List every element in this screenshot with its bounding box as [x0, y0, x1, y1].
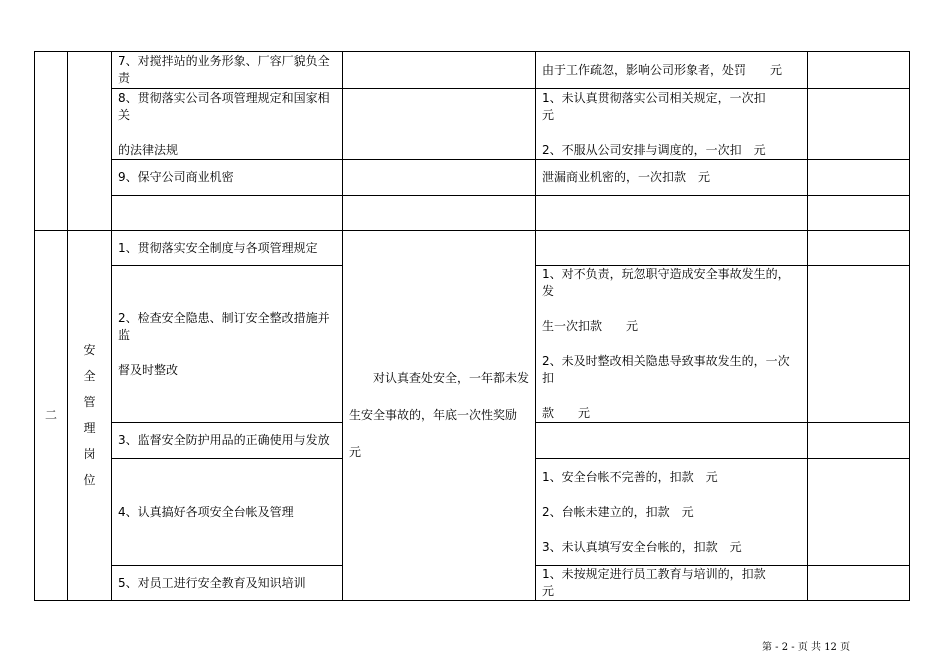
penalty-text: 生一次扣款 元	[542, 319, 639, 333]
duty-text: 9、保守公司商业机密	[118, 170, 234, 184]
remark-cell	[808, 160, 910, 196]
table-row	[35, 160, 910, 196]
duty-cell	[112, 196, 343, 231]
award-cell	[343, 160, 536, 196]
table-row	[35, 52, 910, 89]
remark-cell	[808, 231, 910, 266]
award-text: 对认真查处安全，一年都未发生安全事故的，年底一次性奖励 元	[349, 371, 542, 459]
duty-text: 7、对搅拌站的业务形象、厂容厂貌负全责	[118, 54, 330, 85]
table-row	[35, 89, 910, 160]
penalty-text: 款 元	[542, 406, 591, 420]
remark-cell	[808, 196, 910, 231]
duty-text: 3、监督安全防护用品的正确使用与发放	[118, 433, 330, 447]
post-char: 全	[83, 369, 96, 383]
penalty-cell	[536, 423, 808, 459]
penalty-cell	[536, 52, 808, 89]
penalty-cell	[536, 196, 808, 231]
remark-cell	[808, 566, 910, 601]
remark-cell	[808, 89, 910, 160]
duty-cell	[112, 459, 343, 566]
duty-text: 2、检查安全隐患、制订安全整改措施并监	[118, 310, 330, 342]
penalty-text: 2、未及时整改相关隐患导致事故发生的，一次扣	[542, 354, 790, 385]
page-footer: 第 - 2 - 页 共 12 页	[762, 642, 851, 653]
duty-text: 5、对员工进行安全教育及知识培训	[118, 575, 306, 590]
duty-cell	[112, 89, 343, 160]
remark-cell	[808, 459, 910, 566]
duty-cell	[112, 566, 343, 601]
duty-text: 1、贯彻落实安全制度与各项管理规定	[118, 240, 318, 255]
penalty-text: 泄漏商业机密的，一次扣款 元	[542, 170, 711, 184]
post-char: 安	[83, 343, 96, 357]
post-char: 岗	[83, 447, 96, 461]
duty-cell	[112, 231, 343, 266]
section-post-cell	[68, 52, 112, 231]
penalty-text: 由于工作疏忽，影响公司形象者，处罚 元	[542, 62, 783, 77]
penalty-cell	[536, 566, 808, 601]
remark-cell	[808, 423, 910, 459]
penalty-text: 2、不服从公司安排与调度的，一次扣 元	[542, 142, 766, 157]
penalty-text: 2、台帐未建立的，扣款 元	[542, 504, 694, 519]
penalty-cell	[536, 266, 808, 423]
duty-text: 的法律法规	[118, 142, 179, 157]
section-post-cell	[68, 231, 112, 601]
section-number-cell	[35, 231, 68, 601]
penalty-cell	[536, 459, 808, 566]
post-char: 理	[83, 421, 96, 435]
penalty-cell	[536, 231, 808, 266]
duty-text: 4、认真搞好各项安全台帐及管理	[118, 504, 294, 519]
duty-cell	[112, 266, 343, 423]
assessment-table	[34, 51, 910, 601]
award-cell	[343, 231, 542, 601]
table-row	[35, 231, 910, 266]
duty-text: 督及时整改	[118, 362, 179, 377]
award-cell	[343, 196, 536, 231]
section-number-cell	[35, 52, 68, 231]
award-cell	[343, 52, 536, 89]
post-char: 位	[83, 473, 96, 487]
post-char: 管	[83, 395, 96, 409]
remark-cell	[808, 266, 910, 423]
penalty-text: 1、未按规定进行员工教育与培训的，扣款 元	[542, 567, 790, 598]
table-row	[35, 196, 910, 231]
award-cell	[343, 89, 536, 160]
penalty-text: 1、对不负责，玩忽职守造成安全事故发生的，发	[542, 267, 790, 298]
penalty-text: 1、未认真贯彻落实公司相关规定，一次扣 元	[542, 90, 790, 122]
section-number: 二	[44, 408, 57, 422]
remark-cell	[808, 52, 910, 89]
duty-text: 8、贯彻落实公司各项管理规定和国家相关	[118, 90, 330, 122]
duty-cell	[112, 52, 343, 89]
penalty-text: 3、未认真填写安全台帐的，扣款 元	[542, 539, 742, 554]
duty-cell	[112, 423, 343, 459]
penalty-cell	[536, 89, 808, 160]
penalty-cell	[536, 160, 808, 196]
penalty-text: 1、安全台帐不完善的，扣款 元	[542, 469, 718, 484]
duty-cell	[112, 160, 343, 196]
